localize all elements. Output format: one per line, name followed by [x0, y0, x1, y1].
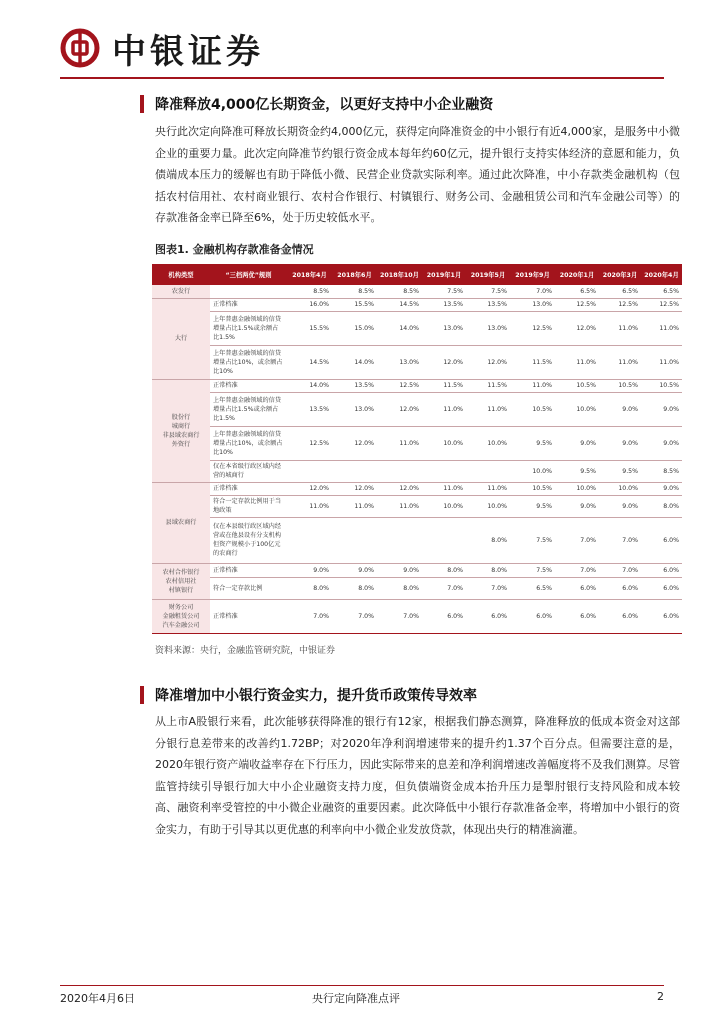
- table-row: [152, 482, 682, 495]
- section-marker: [140, 686, 144, 704]
- table-row: [152, 392, 682, 426]
- ratio-cell: 11.0%: [287, 495, 332, 517]
- table-row: [152, 426, 682, 460]
- ratio-cell: 7.0%: [466, 577, 510, 599]
- ratio-cell: 9.0%: [641, 426, 682, 460]
- ratio-cell: 11.0%: [641, 311, 682, 345]
- ratio-cell: 7.0%: [555, 517, 599, 563]
- ratio-cell: 7.5%: [466, 285, 510, 298]
- ratio-cell: 6.0%: [641, 563, 682, 577]
- ratio-cell: 12.5%: [555, 298, 599, 311]
- ratio-cell: 13.0%: [510, 298, 555, 311]
- ratio-cell: 11.0%: [555, 345, 599, 379]
- ratio-cell: 6.0%: [510, 599, 555, 633]
- ratio-cell: [332, 517, 377, 563]
- ratio-cell: 12.5%: [599, 298, 641, 311]
- institution-group-cell: 农发行: [152, 285, 210, 298]
- section-paragraph-1: 央行此次定向降准可释放长期资金约4,000亿元，获得定向降准资金的中小银行有近4,000家，是服务中小微企业的重要力量。此次定向降准节约银行资金成本每年约60亿元，提升银行支持实体经济的意愿和能力，负债端成本压力的缓解也有助于降低小微、民营企业贷款实际利率。通过此次降准，中小存款类金融机构（包括农村信用社、农村商业银行、农村合作银行、村镇银行、财务公司、金融租赁公司和汽车金融公司等）的存款准备金率已降至6%，处于历史较低水平。: [155, 125, 680, 224]
- ratio-cell: 8.5%: [332, 285, 377, 298]
- ratio-cell: 10.0%: [466, 495, 510, 517]
- ratio-cell: 12.0%: [555, 311, 599, 345]
- ratio-cell: 8.0%: [422, 563, 466, 577]
- ratio-cell: 15.5%: [332, 298, 377, 311]
- ratio-cell: 6.0%: [422, 599, 466, 633]
- section-title-2: 降准增加中小银行资金实力，提升货币政策传导效率: [155, 688, 477, 704]
- ratio-cell: 15.5%: [287, 311, 332, 345]
- ratio-cell: 13.0%: [466, 311, 510, 345]
- ratio-cell: 10.0%: [422, 495, 466, 517]
- institution-group-cell: 农村合作银行 农村信用社 村镇银行: [152, 563, 210, 599]
- rule-cell: 正常档准: [210, 379, 287, 392]
- ratio-cell: 6.5%: [599, 285, 641, 298]
- ratio-cell: 7.0%: [377, 599, 422, 633]
- ratio-cell: 6.5%: [510, 577, 555, 599]
- ratio-cell: 7.0%: [332, 599, 377, 633]
- ratio-cell: 12.5%: [377, 379, 422, 392]
- rule-cell: 上年普惠金融领域的信贷增量占比1.5%或余额占比1.5%: [210, 392, 287, 426]
- ratio-cell: 13.0%: [332, 392, 377, 426]
- bank-of-china-logo-icon: [60, 28, 100, 68]
- ratio-cell: 11.0%: [377, 426, 422, 460]
- footer-doc-title: 央行定向降准点评: [312, 992, 400, 1005]
- ratio-cell: 6.0%: [641, 599, 682, 633]
- ratio-cell: 13.0%: [422, 311, 466, 345]
- ratio-cell: 12.0%: [466, 345, 510, 379]
- ratio-cell: 9.0%: [555, 426, 599, 460]
- ratio-cell: 11.5%: [510, 345, 555, 379]
- rule-cell: 上年普惠金融领域的信贷增量占比10%，或余额占比10%: [210, 345, 287, 379]
- rule-cell: [210, 285, 287, 298]
- section-title-1: 降准释放4,000亿长期资金，以更好支持中小企业融资: [155, 97, 494, 113]
- ratio-cell: 10.5%: [555, 379, 599, 392]
- table-row: [152, 517, 682, 563]
- ratio-cell: [287, 460, 332, 482]
- ratio-cell: 8.0%: [377, 577, 422, 599]
- ratio-cell: 11.0%: [422, 392, 466, 426]
- ratio-cell: 9.5%: [510, 426, 555, 460]
- header-cell: “三档两优”规则: [210, 264, 287, 285]
- ratio-cell: 13.5%: [287, 392, 332, 426]
- ratio-cell: 7.0%: [599, 563, 641, 577]
- ratio-cell: 12.0%: [332, 482, 377, 495]
- ratio-cell: 14.5%: [377, 298, 422, 311]
- ratio-cell: 12.0%: [377, 482, 422, 495]
- ratio-cell: 11.0%: [599, 345, 641, 379]
- ratio-cell: 9.0%: [599, 495, 641, 517]
- ratio-cell: 10.0%: [555, 482, 599, 495]
- table-row: [152, 345, 682, 379]
- ratio-cell: 7.5%: [510, 563, 555, 577]
- ratio-cell: 9.0%: [599, 426, 641, 460]
- ratio-cell: 8.0%: [287, 577, 332, 599]
- ratio-cell: 11.5%: [466, 379, 510, 392]
- ratio-cell: 9.0%: [287, 563, 332, 577]
- ratio-cell: 6.0%: [599, 599, 641, 633]
- ratio-cell: 12.5%: [510, 311, 555, 345]
- ratio-cell: 8.5%: [641, 460, 682, 482]
- ratio-cell: 10.0%: [422, 426, 466, 460]
- ratio-cell: 6.0%: [641, 517, 682, 563]
- ratio-cell: 7.5%: [510, 517, 555, 563]
- header-cell: 机构类型: [152, 264, 210, 285]
- ratio-cell: 12.5%: [641, 298, 682, 311]
- ratio-cell: 10.0%: [466, 426, 510, 460]
- ratio-cell: 13.0%: [377, 345, 422, 379]
- ratio-cell: 14.0%: [377, 311, 422, 345]
- ratio-cell: [377, 517, 422, 563]
- ratio-cell: 8.5%: [377, 285, 422, 298]
- ratio-cell: [422, 517, 466, 563]
- ratio-cell: 7.0%: [599, 517, 641, 563]
- ratio-cell: 11.0%: [377, 495, 422, 517]
- table-row: [152, 379, 682, 392]
- table-row: [152, 495, 682, 517]
- ratio-cell: 8.0%: [641, 495, 682, 517]
- ratio-cell: 9.0%: [377, 563, 422, 577]
- header-cell: 2019年1月: [422, 264, 466, 285]
- section-marker: [140, 95, 144, 113]
- ratio-cell: 8.0%: [466, 517, 510, 563]
- rule-cell: 符合一定存款比例: [210, 577, 287, 599]
- table-row: [152, 577, 682, 599]
- header-cell: 2018年6月: [332, 264, 377, 285]
- rule-cell: 正常档准: [210, 599, 287, 633]
- brand-name: 中银证券: [112, 31, 264, 72]
- ratio-cell: 12.5%: [287, 426, 332, 460]
- ratio-cell: 9.5%: [555, 460, 599, 482]
- ratio-cell: 8.0%: [332, 577, 377, 599]
- ratio-cell: [377, 460, 422, 482]
- ratio-cell: 9.0%: [599, 392, 641, 426]
- ratio-cell: 14.5%: [287, 345, 332, 379]
- ratio-cell: 11.0%: [466, 482, 510, 495]
- institution-group-cell: 大行: [152, 298, 210, 379]
- institution-group-cell: 县域农商行: [152, 482, 210, 563]
- rule-cell: 正常档准: [210, 563, 287, 577]
- ratio-cell: 13.5%: [466, 298, 510, 311]
- ratio-cell: 14.0%: [287, 379, 332, 392]
- header-cell: 2020年3月: [599, 264, 641, 285]
- ratio-cell: 10.5%: [641, 379, 682, 392]
- table-row: [152, 460, 682, 482]
- rule-cell: 上年普惠金融领域的信贷增量占比10%，或余额占比10%: [210, 426, 287, 460]
- ratio-cell: [422, 460, 466, 482]
- ratio-cell: 6.0%: [599, 577, 641, 599]
- ratio-cell: 16.0%: [287, 298, 332, 311]
- ratio-cell: 12.0%: [287, 482, 332, 495]
- section-paragraph-2: 从上市A股银行来看，此次能够获得降准的银行有12家，根据我们静态测算，降准释放的低成本资金对这部分银行息差带来的改善约1.72BP；对2020年净利润增速带来的提升约1.37个百分点。但需要注意的是，2020年银行资产端收益率存在下行压力，因此实际带来的息差和净利润增速改善幅度将不及我们测算。尽管监管持续引导银行加大中小企业融资支持力度，但负债端资金成本抬升压力是掣肘银行支持风险和成本较高、融资利率受管控的中小微企业融资的重要因素。此次降低中小银行存款准备金率，将增加中小银行的资金实力，有助于引导其以更优惠的利率向中小微企业发放贷款，体现出央行的精准滴灌。: [155, 715, 680, 836]
- ratio-cell: 10.0%: [599, 482, 641, 495]
- ratio-cell: 8.0%: [466, 563, 510, 577]
- table-row: [152, 311, 682, 345]
- ratio-cell: [287, 517, 332, 563]
- ratio-cell: 6.5%: [555, 285, 599, 298]
- ratio-cell: 11.0%: [466, 392, 510, 426]
- table-row: [152, 599, 682, 633]
- footer-page-number: 2: [657, 990, 664, 1003]
- ratio-cell: 11.0%: [510, 379, 555, 392]
- ratio-cell: 7.5%: [422, 285, 466, 298]
- institution-group-cell: 财务公司 金融租赁公司 汽车金融公司: [152, 599, 210, 633]
- header-cell: 2019年9月: [510, 264, 555, 285]
- figure-source: 资料来源：央行，金融监管研究院，中银证券: [155, 646, 336, 656]
- header-cell: 2020年4月: [641, 264, 682, 285]
- institution-group-cell: 股份行 城商行 非县域农商行 外资行: [152, 379, 210, 482]
- header-rule: [60, 77, 664, 79]
- table-row: [152, 563, 682, 577]
- ratio-cell: 11.0%: [599, 311, 641, 345]
- ratio-cell: 14.0%: [332, 345, 377, 379]
- ratio-cell: 10.0%: [555, 392, 599, 426]
- ratio-cell: 7.0%: [510, 285, 555, 298]
- figure-title: 图表1. 金融机构存款准备金情况: [155, 243, 314, 256]
- ratio-cell: 13.5%: [332, 379, 377, 392]
- ratio-cell: 11.0%: [422, 482, 466, 495]
- table-row: [152, 285, 682, 298]
- ratio-cell: 10.0%: [510, 460, 555, 482]
- ratio-cell: 7.0%: [422, 577, 466, 599]
- table-header-row: [152, 264, 682, 285]
- header-cell: 2020年1月: [555, 264, 599, 285]
- ratio-cell: 12.0%: [422, 345, 466, 379]
- ratio-cell: [466, 460, 510, 482]
- rule-cell: 符合一定存款比例用于当地政策: [210, 495, 287, 517]
- ratio-cell: 6.0%: [555, 599, 599, 633]
- rule-cell: 仅在本省级行政区域内经营的城商行: [210, 460, 287, 482]
- header-cell: 2018年4月: [287, 264, 332, 285]
- rule-cell: 上年普惠金融领域的信贷增量占比1.5%或余额占比1.5%: [210, 311, 287, 345]
- ratio-cell: 9.0%: [555, 495, 599, 517]
- ratio-cell: 9.0%: [641, 482, 682, 495]
- reserve-ratio-table: [152, 264, 682, 634]
- ratio-cell: 9.5%: [510, 495, 555, 517]
- table-row: [152, 298, 682, 311]
- ratio-cell: 12.0%: [377, 392, 422, 426]
- footer-date: 2020年4月6日: [60, 992, 135, 1005]
- ratio-cell: 11.0%: [641, 345, 682, 379]
- ratio-cell: 10.5%: [510, 392, 555, 426]
- ratio-cell: 7.0%: [555, 563, 599, 577]
- ratio-cell: 15.0%: [332, 311, 377, 345]
- ratio-cell: 7.0%: [287, 599, 332, 633]
- ratio-cell: 13.5%: [422, 298, 466, 311]
- ratio-cell: 6.0%: [641, 577, 682, 599]
- brand-logo: [60, 26, 264, 70]
- header-cell: 2019年5月: [466, 264, 510, 285]
- ratio-cell: 6.0%: [466, 599, 510, 633]
- ratio-cell: 10.5%: [510, 482, 555, 495]
- ratio-cell: 12.0%: [332, 426, 377, 460]
- ratio-cell: [332, 460, 377, 482]
- rule-cell: 正常档准: [210, 482, 287, 495]
- rule-cell: 正常档准: [210, 298, 287, 311]
- footer-rule: [60, 985, 664, 986]
- ratio-cell: 9.0%: [641, 392, 682, 426]
- ratio-cell: 9.0%: [332, 563, 377, 577]
- ratio-cell: 11.5%: [422, 379, 466, 392]
- ratio-cell: 9.5%: [599, 460, 641, 482]
- rule-cell: 仅在本县级行政区域内经营或在他县设有分支机构但资产规模小于100亿元的农商行: [210, 517, 287, 563]
- ratio-cell: 6.5%: [641, 285, 682, 298]
- ratio-cell: 6.0%: [555, 577, 599, 599]
- ratio-cell: 11.0%: [332, 495, 377, 517]
- ratio-cell: 10.5%: [599, 379, 641, 392]
- ratio-cell: 8.5%: [287, 285, 332, 298]
- header-cell: 2018年10月: [377, 264, 422, 285]
